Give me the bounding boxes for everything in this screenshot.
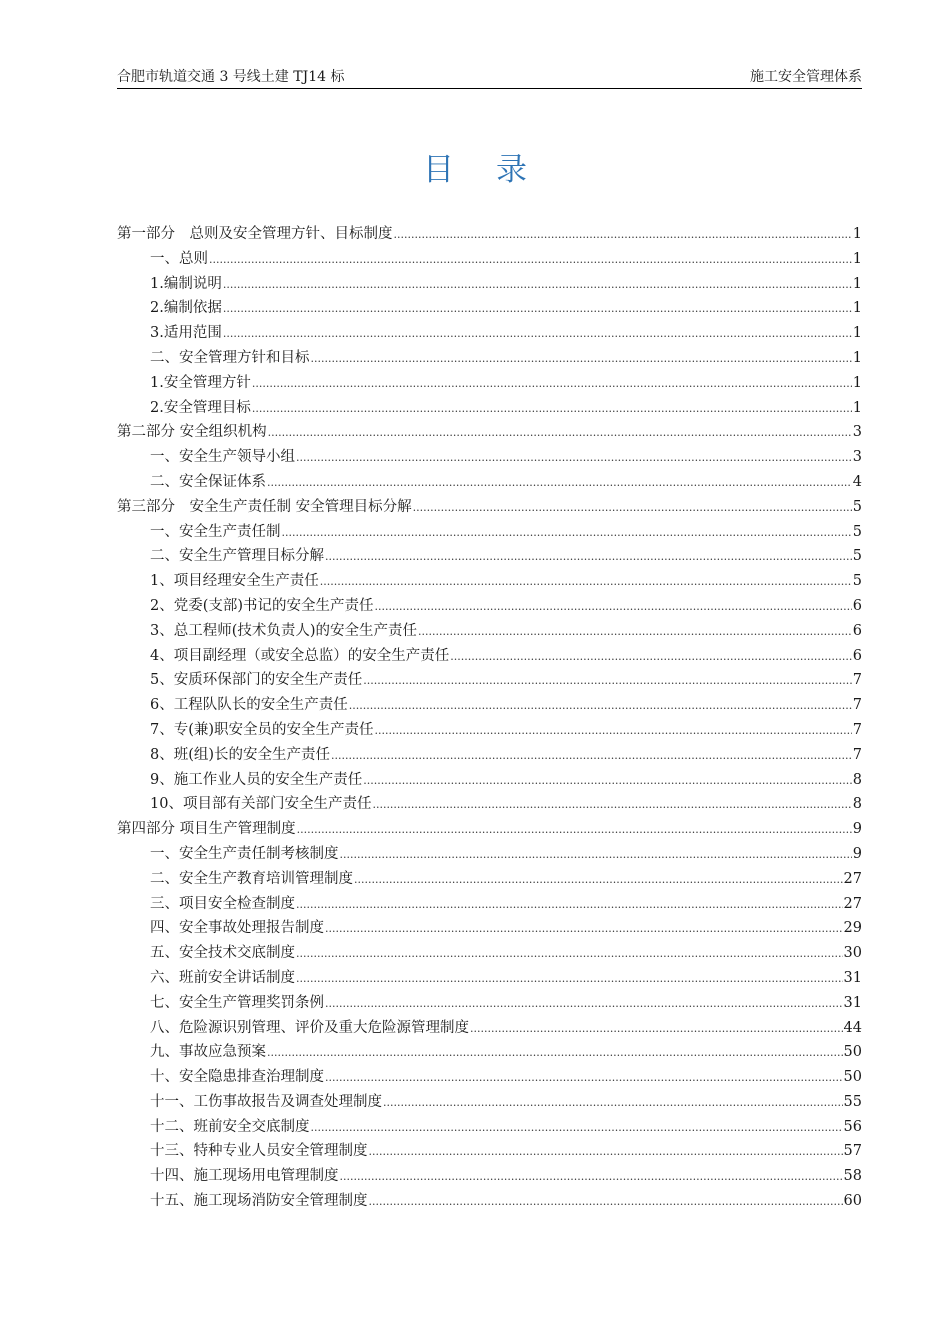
toc-entry-label: 7、专(兼)职安全员的安全生产责任 (150, 721, 374, 738)
toc-entry-label: 2、党委(支部)书记的安全生产责任 (150, 597, 374, 614)
toc-page-number: 7 (852, 721, 862, 738)
toc-dot-leader (372, 792, 851, 818)
toc-entry-label: 6、工程队队长的安全生产责任 (150, 697, 348, 714)
toc-entry-label: 二、安全生产管理目标分解 (150, 548, 324, 565)
toc-entry[interactable] (117, 668, 862, 693)
toc-entry-label: 2.安全管理目标 (150, 399, 251, 416)
toc-entry[interactable] (117, 1139, 862, 1164)
toc-page-number: 7 (852, 746, 862, 763)
toc-dot-leader (363, 768, 852, 794)
toc-dot-leader (331, 743, 852, 769)
table-of-contents (117, 222, 862, 1214)
toc-entry-label: 二、安全生产教育培训管理制度 (150, 870, 353, 887)
toc-entry[interactable] (117, 817, 862, 842)
toc-entry-label: 九、事故应急预案 (150, 1044, 266, 1061)
toc-entry-label: 三、项目安全检查制度 (150, 895, 295, 912)
toc-dot-leader (470, 1016, 843, 1042)
toc-entry-label: 一、安全生产责任制 (150, 523, 281, 540)
toc-entry-label: 十五、施工现场消防安全管理制度 (150, 1193, 368, 1210)
toc-entry[interactable] (117, 420, 862, 445)
toc-dot-leader (354, 867, 843, 893)
toc-page-number: 6 (852, 647, 862, 664)
toc-page-number: 8 (852, 796, 862, 813)
toc-dot-leader (325, 1065, 843, 1091)
toc-entry[interactable] (117, 743, 862, 768)
toc-entry-label: 第一部分 总则及安全管理方针、目标制度 (117, 226, 393, 242)
toc-entry[interactable] (117, 644, 862, 669)
toc-entry[interactable] (117, 1065, 862, 1090)
toc-page-number: 1 (852, 399, 862, 416)
toc-entry-label: 一、总则 (150, 250, 208, 267)
toc-entry[interactable] (117, 520, 862, 545)
toc-entry-label: 第三部分 安全生产责任制 安全管理目标分解 (117, 498, 412, 515)
toc-page-number: 1 (852, 250, 862, 267)
toc-entry-label: 六、班前安全讲话制度 (150, 969, 295, 986)
toc-dot-leader (268, 420, 852, 446)
toc-page-number: 57 (843, 1143, 862, 1160)
toc-entry[interactable] (117, 991, 862, 1016)
toc-dot-leader (311, 346, 852, 372)
toc-entry[interactable] (117, 1016, 862, 1041)
toc-entry[interactable] (117, 867, 862, 892)
toc-entry[interactable] (117, 966, 862, 991)
toc-page-number: 29 (843, 920, 862, 937)
toc-entry[interactable] (117, 272, 862, 297)
toc-page-number: 55 (843, 1093, 862, 1110)
toc-dot-leader (311, 1115, 843, 1141)
toc-entry[interactable] (117, 371, 862, 396)
toc-page-number: 1 (852, 349, 862, 366)
toc-dot-leader (375, 594, 852, 620)
toc-dot-leader (340, 1164, 843, 1190)
header-document-title: 施工安全管理体系 (750, 69, 862, 85)
toc-entry[interactable] (117, 916, 862, 941)
header-project-name: 合肥市轨道交通 3 号线土建 TJ14 标 (117, 69, 345, 85)
toc-dot-leader (223, 272, 852, 298)
toc-entry-label: 1、项目经理安全生产责任 (150, 573, 319, 590)
toc-page-number: 27 (843, 895, 862, 912)
toc-entry[interactable] (117, 693, 862, 718)
toc-title: 目录 (423, 152, 569, 188)
toc-entry-label: 十三、特种专业人员安全管理制度 (150, 1143, 368, 1160)
toc-entry-label: 一、安全生产责任制考核制度 (150, 845, 339, 862)
toc-entry[interactable] (117, 544, 862, 569)
toc-entry[interactable] (117, 842, 862, 867)
toc-entry[interactable] (117, 1040, 862, 1065)
toc-entry-label: 5、安质环保部门的安全生产责任 (150, 672, 363, 689)
toc-page-number: 7 (852, 697, 862, 714)
toc-page-number: 60 (843, 1193, 862, 1210)
toc-page-number: 1 (852, 325, 862, 342)
toc-page-number: 5 (852, 523, 862, 540)
toc-page-number: 1 (852, 300, 862, 317)
toc-entry-label: 五、安全技术交底制度 (150, 945, 295, 962)
toc-dot-leader (296, 892, 843, 918)
toc-entry[interactable] (117, 321, 862, 346)
toc-dot-leader (267, 1040, 843, 1066)
toc-page-number: 4 (852, 473, 862, 490)
toc-dot-leader (209, 247, 852, 273)
toc-page-number: 30 (843, 945, 862, 962)
toc-entry[interactable] (117, 718, 862, 743)
toc-entry-label: 10、项目部有关部门安全生产责任 (150, 796, 372, 813)
toc-page-number: 5 (852, 498, 862, 515)
toc-dot-leader (325, 544, 852, 570)
toc-dot-leader (375, 718, 852, 744)
toc-entry-label: 第二部分 安全组织机构 (117, 424, 267, 441)
toc-entry[interactable] (117, 1090, 862, 1115)
toc-dot-leader (297, 817, 852, 843)
toc-page-number: 3 (852, 449, 862, 466)
toc-entry-label: 1.编制说明 (150, 275, 222, 292)
toc-entry[interactable] (117, 222, 862, 247)
toc-entry[interactable] (117, 1115, 862, 1140)
toc-entry[interactable] (117, 569, 862, 594)
toc-page-number: 27 (843, 870, 862, 887)
toc-page-number: 6 (852, 622, 862, 639)
toc-dot-leader (267, 470, 852, 496)
toc-dot-leader (223, 296, 852, 322)
toc-entry-label: 第四部分 项目生产管理制度 (117, 821, 296, 838)
toc-entry-label: 二、安全保证体系 (150, 473, 266, 490)
toc-dot-leader (349, 693, 852, 719)
toc-entry-label: 四、安全事故处理报告制度 (150, 920, 324, 937)
toc-entry-label: 八、危险源识别管理、评价及重大危险源管理制度 (150, 1019, 469, 1036)
toc-entry[interactable] (117, 247, 862, 272)
toc-entry-label: 十一、工伤事故报告及调查处理制度 (150, 1093, 382, 1110)
toc-entry[interactable] (117, 619, 862, 644)
toc-page-number: 3 (852, 424, 862, 441)
toc-page-number: 50 (843, 1069, 862, 1086)
toc-entry[interactable] (117, 594, 862, 619)
toc-dot-leader (252, 396, 852, 422)
toc-entry[interactable] (117, 445, 862, 470)
toc-page-number: 1 (852, 374, 862, 391)
toc-dot-leader (282, 520, 852, 546)
toc-entry[interactable] (117, 296, 862, 321)
toc-entry-label: 一、安全生产领导小组 (150, 449, 295, 466)
toc-page-number: 6 (852, 597, 862, 614)
toc-dot-leader (296, 966, 843, 992)
toc-dot-leader (363, 668, 852, 694)
toc-entry[interactable] (117, 792, 862, 817)
toc-entry-label: 9、施工作业人员的安全生产责任 (150, 771, 363, 788)
toc-entry-label: 3、总工程师(技术负责人)的安全生产责任 (150, 622, 418, 639)
toc-page-number: 44 (843, 1019, 862, 1036)
toc-page-number: 31 (843, 994, 862, 1011)
toc-entry[interactable] (117, 768, 862, 793)
toc-entry-label: 十四、施工现场用电管理制度 (150, 1168, 339, 1185)
toc-page-number: 1 (852, 275, 862, 292)
toc-entry-label: 1.安全管理方针 (150, 374, 251, 391)
toc-dot-leader (252, 371, 852, 397)
toc-entry[interactable] (117, 1189, 862, 1214)
toc-dot-leader (450, 644, 852, 670)
toc-entry-label: 七、安全生产管理奖罚条例 (150, 994, 324, 1011)
toc-page-number: 8 (852, 771, 862, 788)
toc-page-number: 9 (852, 845, 862, 862)
toc-dot-leader (325, 991, 843, 1017)
toc-page-number: 5 (852, 548, 862, 565)
toc-page-number: 5 (852, 573, 862, 590)
toc-dot-leader (394, 222, 852, 248)
toc-entry-label: 3.适用范围 (150, 325, 222, 342)
toc-entry[interactable] (117, 470, 862, 495)
toc-entry[interactable] (117, 941, 862, 966)
toc-dot-leader (296, 941, 843, 967)
toc-entry[interactable] (117, 1164, 862, 1189)
toc-dot-leader (340, 842, 852, 868)
toc-dot-leader (418, 619, 852, 645)
toc-dot-leader (223, 321, 852, 347)
toc-entry-label: 2.编制依据 (150, 300, 222, 317)
toc-entry-label: 二、安全管理方针和目标 (150, 349, 310, 366)
toc-page-number: 9 (852, 821, 862, 838)
toc-dot-leader (413, 495, 852, 521)
toc-dot-leader (296, 445, 852, 471)
toc-entry[interactable] (117, 396, 862, 421)
toc-page-number: 1 (852, 226, 862, 242)
toc-entry-label: 8、班(组)长的安全生产责任 (150, 746, 331, 763)
toc-page-number: 50 (843, 1044, 862, 1061)
toc-dot-leader (369, 1189, 843, 1215)
toc-entry[interactable] (117, 892, 862, 917)
toc-page-number: 58 (843, 1168, 862, 1185)
toc-entry-label: 十二、班前安全交底制度 (150, 1118, 310, 1135)
toc-dot-leader (383, 1090, 843, 1116)
toc-entry[interactable] (117, 495, 862, 520)
toc-dot-leader (320, 569, 852, 595)
page-header (117, 68, 862, 89)
toc-page-number: 7 (852, 672, 862, 689)
toc-entry[interactable] (117, 346, 862, 371)
toc-page-number: 31 (843, 969, 862, 986)
toc-entry-label: 4、项目副经理（或安全总监）的安全生产责任 (150, 647, 450, 664)
toc-dot-leader (369, 1139, 843, 1165)
toc-page-number: 56 (843, 1118, 862, 1135)
toc-entry-label: 十、安全隐患排查治理制度 (150, 1069, 324, 1086)
toc-dot-leader (325, 916, 843, 942)
